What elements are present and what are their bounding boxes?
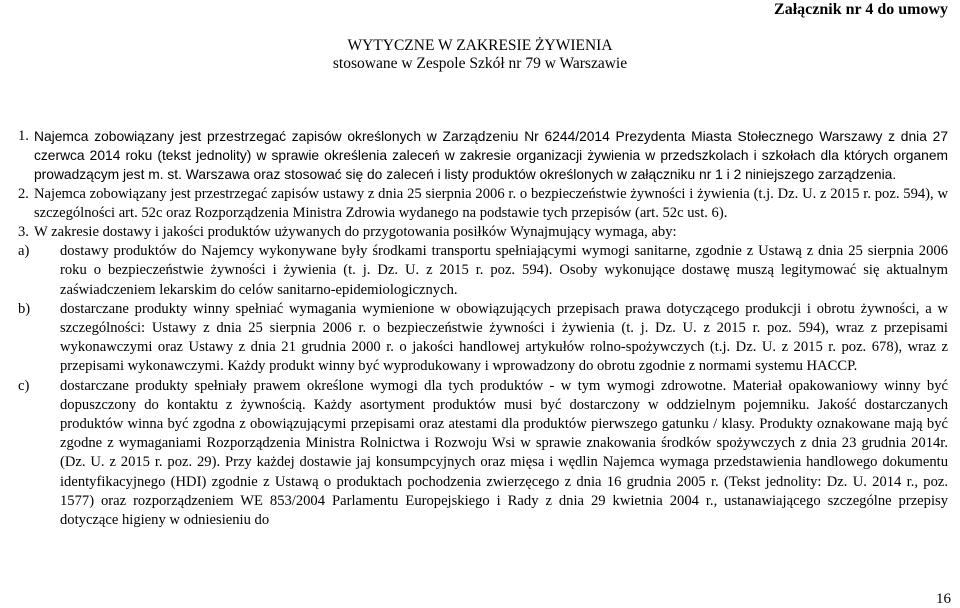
list-item: [18, 127, 948, 185]
sub-item-text: dostawy produktów do Najemcy wykonywane były środkami transportu spełniającymi wymogi sanitarne, zgodnie z Ustawą z dnia 25 sierpnia 2006 roku o bezpieczeństwie żywności i żywienia (t. j. Dz. U. z 2015 r. poz. 594). Osoby wykonujące dostawę muszą legitymować się aktualnym zaświadczeniem lekarskim do celów sanitarno-epidemiologicznych.: [60, 243, 948, 298]
item-text: Najemca zobowiązany jest przestrzegać zapisów ustawy z dnia 25 sierpnia 2006 r. o bezpieczeństwie żywności i żywienia (t.j. Dz. U. z 2015 r. poz. 594), w szczególności art. 52c oraz Rozporządzenia Ministra Zdrowia wydanego na podstawie tych przepisów (art. 52c ust. 6).: [34, 185, 948, 221]
sub-item-text: dostarczane produkty spełniały prawem określone wymogi dla tych produktów - w tym wymogi zdrowotne. Materiał opakowaniowy winny być dopuszczony do kontaktu z żywnością. Każdy asortyment produktów musi być dostarczony w oddzielnym pojemniku. Jakość dostarczanych produktów winna być zgodna z obowiązującymi przepisami oraz atestami dla produktów pierwszego gatunku / klasy. Produkty oznakowane mają być zgodne z wymaganiami Rozporządzenia Ministra Rolnictwa i Rozwoju Wsi w sprawie znakowania środków spożywczych z dnia 23 grudnia 2014r. (Dz. U. z 2015 r. poz. 29). Przy każdej dostawie jaj konsumpcyjnych oraz mięsa i wędlin Najemca wymaga przedstawienia handlowego dokumentu identyfikacyjnego (HDI) zgodnie z Ustawą o produktach pochodzenia zwierzęcego z dnia 16 grudnia 2005 r. (Tekst jednolity: Dz. U. 2014 r., poz. 1577) oraz rozporządzeniem WE 853/2004 Parlamentu Europejskiego i Rady z dnia 29 kwietnia 2004 r., ustanawiającego szczególne przepisy dotyczące higieny w odniesieniu do: [60, 377, 948, 529]
list-item: [18, 185, 948, 223]
item-text: W zakresie dostawy i jakości produktów używanych do przygotowania posiłków Wynajmujący wymaga, aby:: [34, 224, 677, 241]
sub-item: [18, 242, 948, 300]
list-item: [18, 223, 948, 242]
sub-item-letter: a): [18, 243, 30, 260]
sub-item-letter: b): [18, 300, 31, 317]
item-number: 2.: [18, 185, 29, 202]
page-number: 16: [936, 591, 951, 607]
document-title: [0, 37, 960, 73]
sub-item: [18, 300, 948, 377]
document-body: [18, 127, 948, 530]
sub-item-text: dostarczane produkty winny spełniać wymagania wymienione w obowiązujących przepisach prawa dotyczącego produkcji i obrotu żywności, a w szczególności: Ustawy z dnia 25 sierpnia 2006 r. o bezpieczeństwie żywności i żywienia (t. j. Dz. U. z 2015 r. poz. 594), wraz z przepisami wykonawczymi oraz Ustawy z dnia 21 grudnia 2000 r. o jakości handlowej artykułów rolno-spożywczych (t.j. Dz. U. z 2015 r. poz. 678), wraz z przepisami wykonawczymi. Każdy produkt winny być wyprodukowany i wprowadzony do obrotu zgodnie z normami systemu HACCP.: [60, 300, 948, 375]
item-text: Najemca zobowiązany jest przestrzegać zapisów określonych w Zarządzeniu Nr 6244/2014 Prezydenta Miasta Stołecznego Warszawy z dnia 27 czerwca 2014 roku (tekst jednolity) w sprawie określenia zaleceń w zakresie organizacji żywienia w przedszkolach i szkołach dla których organem prowadzącym jest m. st. Warszawa oraz stosować się do zaleceń i listy produktów określonych w załączniku nr 1 i 2 niniejszego zarządzenia.: [34, 129, 948, 183]
item-number: 1.: [18, 128, 29, 144]
title-line-1: WYTYCZNE W ZAKRESIE ŻYWIENIA: [347, 37, 613, 54]
item-number: 3.: [18, 224, 29, 241]
title-line-2: stosowane w Zespole Szkół nr 79 w Warszawie: [332, 55, 628, 72]
sub-item-letter: c): [18, 377, 30, 394]
annex-label: Załącznik nr 4 do umowy: [774, 1, 948, 18]
sub-item: [18, 377, 948, 531]
